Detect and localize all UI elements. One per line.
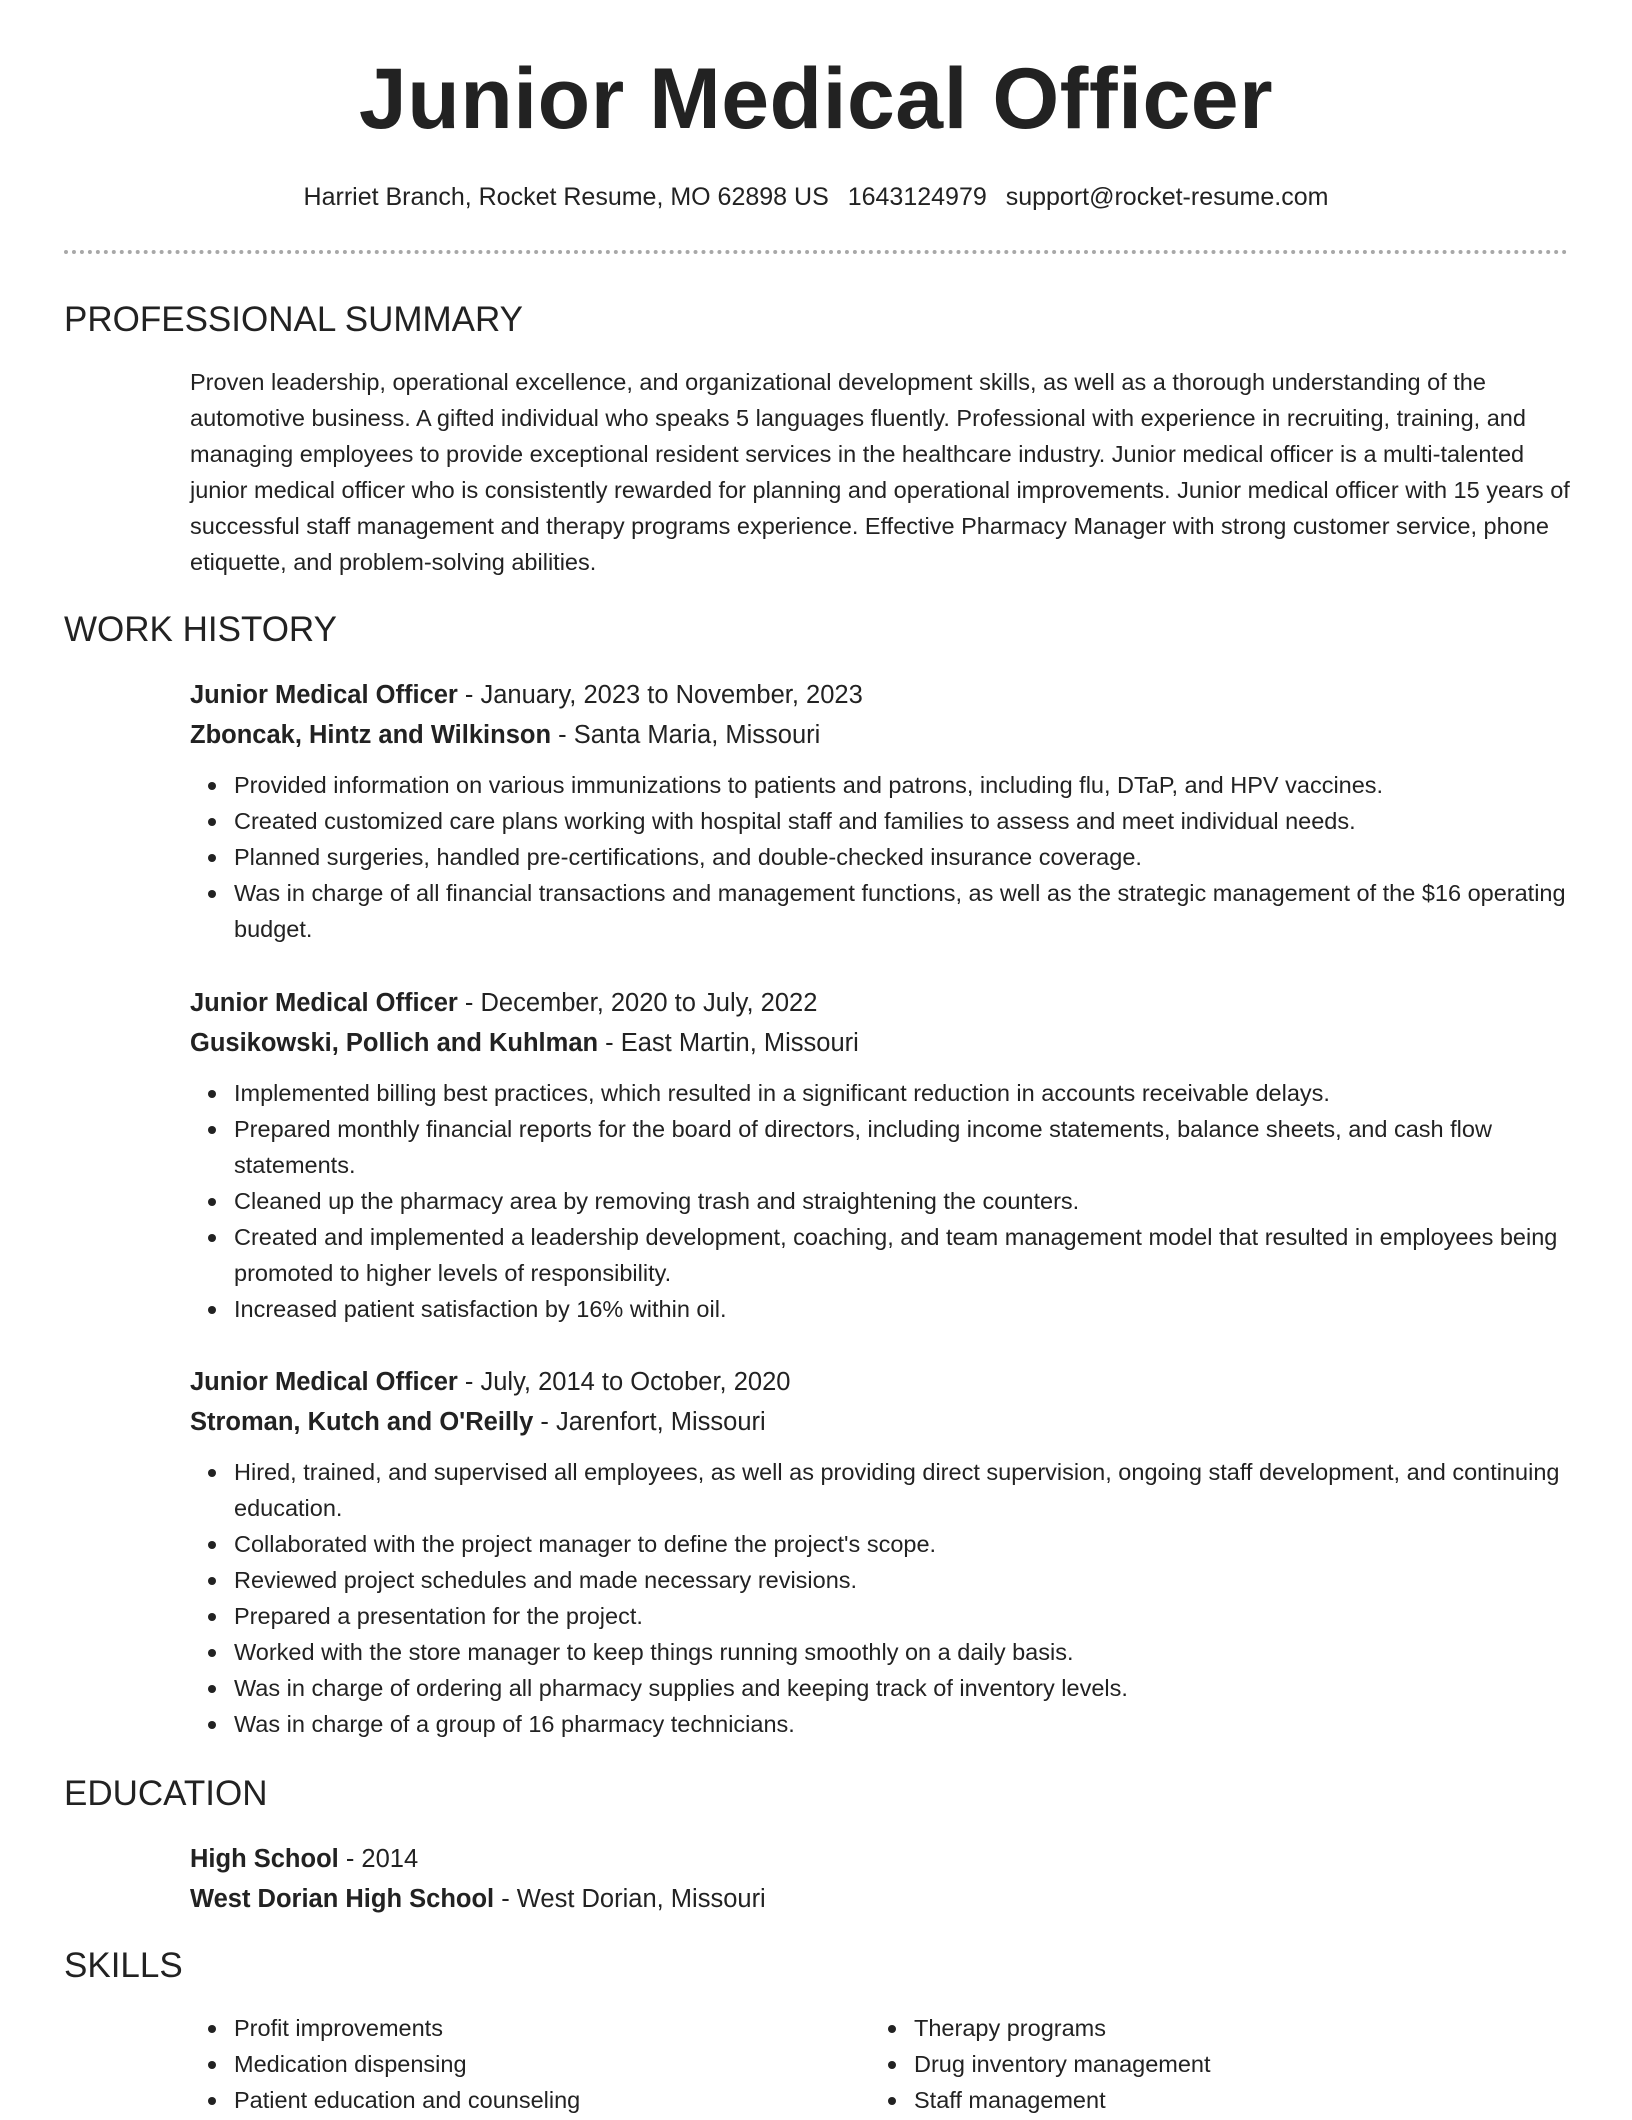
contact-line (0, 182, 1632, 212)
education-school-line (190, 1879, 1570, 1919)
job-bullet: Provided information on various immunizations to patients and patrons, including flu, DTaP, and HPV vaccines. (234, 767, 1570, 803)
job-location: - East Martin, Missouri (598, 1029, 859, 1057)
skills-column-left (190, 2010, 830, 2118)
job-company: Gusikowski, Pollich and Kuhlman (190, 1029, 599, 1057)
skill-item: Medication dispensing (234, 2046, 830, 2082)
job-bullet: Cleaned up the pharmacy area by removing trash and straightening the counters. (234, 1183, 1570, 1219)
job-company: Zboncak, Hintz and Wilkinson (190, 721, 552, 749)
job-location: - Santa Maria, Missouri (551, 721, 821, 749)
job-entry (190, 675, 1570, 947)
job-bullet: Was in charge of ordering all pharmacy supplies and keeping track of inventory levels. (234, 1670, 1570, 1706)
contact-phone: 1643124979 (847, 183, 987, 211)
job-title-line (190, 983, 1570, 1023)
job-dates: - January, 2023 to November, 2023 (457, 681, 863, 709)
skill-item: Staff management (914, 2082, 1510, 2118)
job-bullet: Worked with the store manager to keep things running smoothly on a daily basis. (234, 1634, 1570, 1670)
resume-name-title: Junior Medical Officer (358, 51, 1274, 147)
job-title-line (190, 1362, 1570, 1402)
work-history-heading: WORK HISTORY (64, 610, 337, 649)
job-bullet: Hired, trained, and supervised all employees, as well as providing direct supervision, ongoing staff development, and continuing education. (234, 1454, 1570, 1526)
job-bullets (190, 1075, 1570, 1327)
job-bullet: Created customized care plans working with hospital staff and families to assess and meet individual needs. (234, 803, 1570, 839)
header-divider (64, 250, 1568, 254)
job-company-line (190, 1402, 1570, 1442)
job-bullets (190, 767, 1570, 947)
skills-section (190, 2010, 1570, 2120)
job-bullet: Increased patient satisfaction by 16% within oil. (234, 1291, 1570, 1327)
job-dates: - July, 2014 to October, 2020 (457, 1368, 791, 1396)
education-year: - 2014 (338, 1845, 419, 1873)
job-bullet: Collaborated with the project manager to define the project's scope. (234, 1526, 1570, 1562)
job-entry (190, 983, 1570, 1327)
contact-email: support@rocket-resume.com (1005, 183, 1329, 211)
summary-text: Proven leadership, operational excellence, and organizational development skills, as well as a thorough understanding of the automotive business. A gifted individual who speaks 5 languages fluently. Professional with experience in recruiting, training, and managing employees to provide exceptional resident services in the healthcare industry. Junior medical officer is a multi-talented junior medical officer who is consistently rewarded for planning and operational improvements. Junior medical officer with 15 years of successful staff management and therapy programs experience. Effective Pharmacy Manager with strong customer service, phone etiquette, and problem-solving abilities. (190, 369, 1570, 575)
job-title-line (190, 675, 1570, 715)
skill-item: Drug inventory management (914, 2046, 1510, 2082)
job-company-line (190, 715, 1570, 755)
job-bullet: Was in charge of all financial transactions and management functions, as well as the strategic management of the $16 operating budget. (234, 875, 1570, 947)
skill-item: Patient education and counseling (234, 2082, 830, 2118)
job-bullet: Created and implemented a leadership development, coaching, and team management model that resulted in employees being promoted to higher levels of responsibility. (234, 1219, 1570, 1291)
job-entry (190, 1362, 1570, 1742)
job-location: - Jarenfort, Missouri (533, 1408, 766, 1436)
job-bullet: Prepared monthly financial reports for the board of directors, including income statements, balance sheets, and cash flow statements. (234, 1111, 1570, 1183)
job-role: Junior Medical Officer (190, 681, 458, 709)
skills-list (190, 2010, 830, 2118)
education-entry (190, 1839, 1570, 1919)
skill-item: Profit improvements (234, 2010, 830, 2046)
summary-heading: PROFESSIONAL SUMMARY (64, 300, 523, 339)
education-location: - West Dorian, Missouri (494, 1885, 766, 1913)
summary-section (190, 364, 1570, 580)
job-dates: - December, 2020 to July, 2022 (457, 989, 818, 1017)
job-role: Junior Medical Officer (190, 1368, 458, 1396)
job-bullet: Planned surgeries, handled pre-certifications, and double-checked insurance coverage. (234, 839, 1570, 875)
job-company: Stroman, Kutch and O'Reilly (190, 1408, 534, 1436)
education-heading: EDUCATION (64, 1774, 268, 1813)
skills-heading: SKILLS (64, 1946, 183, 1985)
job-bullet: Reviewed project schedules and made necessary revisions. (234, 1562, 1570, 1598)
job-role: Junior Medical Officer (190, 989, 458, 1017)
job-bullet: Implemented billing best practices, which resulted in a significant reduction in accounts receivable delays. (234, 1075, 1570, 1111)
education-school: West Dorian High School (190, 1885, 495, 1913)
contact-address: Harriet Branch, Rocket Resume, MO 62898 US (303, 183, 829, 211)
job-company-line (190, 1023, 1570, 1063)
skills-column-right (870, 2010, 1510, 2118)
education-degree: High School (190, 1845, 339, 1873)
job-bullet: Prepared a presentation for the project. (234, 1598, 1570, 1634)
education-degree-line (190, 1839, 1570, 1879)
skills-list (870, 2010, 1510, 2118)
job-bullets (190, 1454, 1570, 1742)
skill-item: Therapy programs (914, 2010, 1510, 2046)
job-bullet: Was in charge of a group of 16 pharmacy technicians. (234, 1706, 1570, 1742)
